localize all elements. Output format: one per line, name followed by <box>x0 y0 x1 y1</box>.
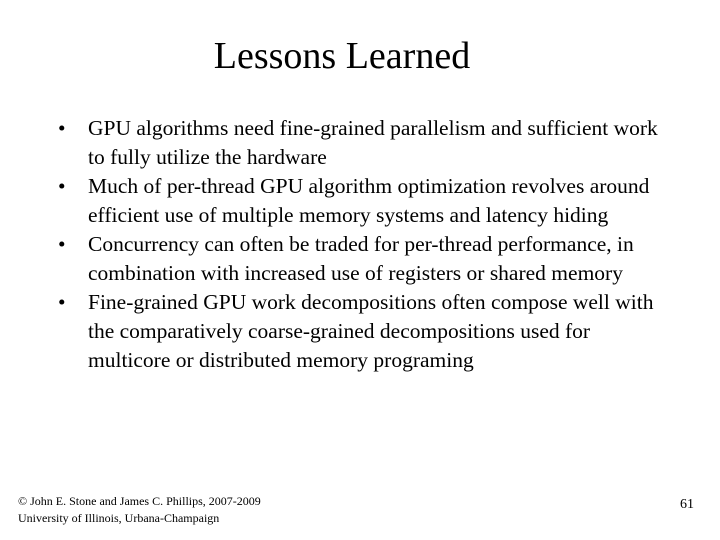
bullet-text-1: GPU algorithms need fine-grained parallelism and sufficient work to fully utilize the hardware <box>88 116 658 169</box>
page-number: 61 <box>680 497 694 512</box>
bullet-item-2 <box>58 172 668 230</box>
bullet-item-1 <box>58 114 668 172</box>
bullet-text-2: Much of per-thread GPU algorithm optimization revolves around efficient use of multiple memory systems and latency hiding <box>88 174 650 227</box>
bullet-icon: • <box>58 290 66 314</box>
footer-credit-line2: University of Illinois, Urbana-Champaign <box>18 511 220 525</box>
bullet-text-3: Concurrency can often be traded for per-thread performance, in combination with increased use of registers or shared memory <box>88 232 634 285</box>
bullet-list <box>58 114 668 375</box>
bullet-item-3 <box>58 230 668 288</box>
footer-credit <box>18 493 261 527</box>
bullet-icon: • <box>58 232 66 256</box>
slide-title: Lessons Learned <box>213 35 471 77</box>
bullet-item-4 <box>58 288 668 375</box>
bullet-icon: • <box>58 116 66 140</box>
bullet-text-4: Fine-grained GPU work decompositions often compose well with the comparatively coarse-grained decompositions used for multicore or distributed memory programing <box>88 290 654 372</box>
bullet-icon: • <box>58 174 66 198</box>
footer-credit-line1: © John E. Stone and James C. Phillips, 2007-2009 <box>18 494 261 508</box>
